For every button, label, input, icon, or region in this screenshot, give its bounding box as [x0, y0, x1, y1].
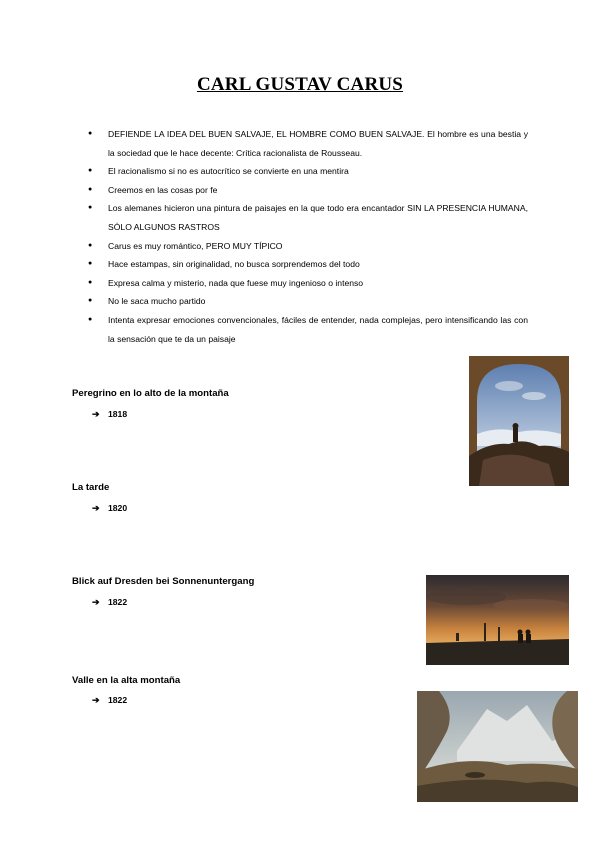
work-title-blick-auf-dresden: Blick auf Dresden bei Sonnenuntergang [72, 576, 255, 587]
painting-blick-auf-dresden [426, 575, 569, 665]
bullet-list [86, 125, 528, 348]
painting-peregrino [469, 356, 569, 486]
arrow-right-icon: ➔ [92, 409, 100, 419]
year-text: 1818 [108, 409, 128, 419]
year-text: 1822 [108, 695, 128, 705]
arrow-right-icon: ➔ [92, 597, 100, 607]
work-title-la-tarde: La tarde [72, 482, 110, 493]
bullet-item: ● Carus es muy romántico, PERO MUY TÍPICO [86, 237, 528, 256]
work-year-blick-auf-dresden [92, 597, 127, 608]
bullet-item: ● Creemos en las cosas por fe [86, 181, 528, 200]
bullet-item: ● Expresa calma y misterio, nada que fuese muy ingenioso o intenso [86, 274, 528, 293]
work-title-peregrino: Peregrino en lo alto de la montaña [72, 388, 229, 399]
work-title-valle: Valle en la alta montaña [72, 675, 181, 686]
work-year-la-tarde [92, 503, 127, 514]
bullet-item: ● Intenta expresar emociones convencionales, fáciles de entender, nada complejas, pero intensificando las con la sensación que te da un paisaje [86, 311, 528, 348]
year-text: 1822 [108, 597, 128, 607]
work-year-valle [92, 695, 127, 706]
work-year-peregrino [92, 409, 127, 420]
bullet-item: ● No le saca mucho partido [86, 292, 528, 311]
arrow-right-icon: ➔ [92, 695, 100, 705]
bullet-item: ● El racionalismo si no es autocrítico se convierte en una mentira [86, 162, 528, 181]
bullet-item: ● Los alemanes hicieron una pintura de paisajes en la que todo era encantador SIN LA PRESENCIA HUMANA, SÓLO ALGUNOS RASTROS [86, 199, 528, 236]
bullet-item: ● DEFIENDE LA IDEA DEL BUEN SALVAJE, EL HOMBRE COMO BUEN SALVAJE. El hombre es una bestia y la sociedad que le hace decente: Crítica racionalista de Rousseau. [86, 125, 528, 162]
year-text: 1820 [108, 503, 128, 513]
bullet-item: ● Hace estampas, sin originalidad, no busca sorprendemos del todo [86, 255, 528, 274]
arrow-right-icon: ➔ [92, 503, 100, 513]
painting-valle [417, 691, 578, 802]
page-title: CARL GUSTAV CARUS [196, 74, 404, 95]
